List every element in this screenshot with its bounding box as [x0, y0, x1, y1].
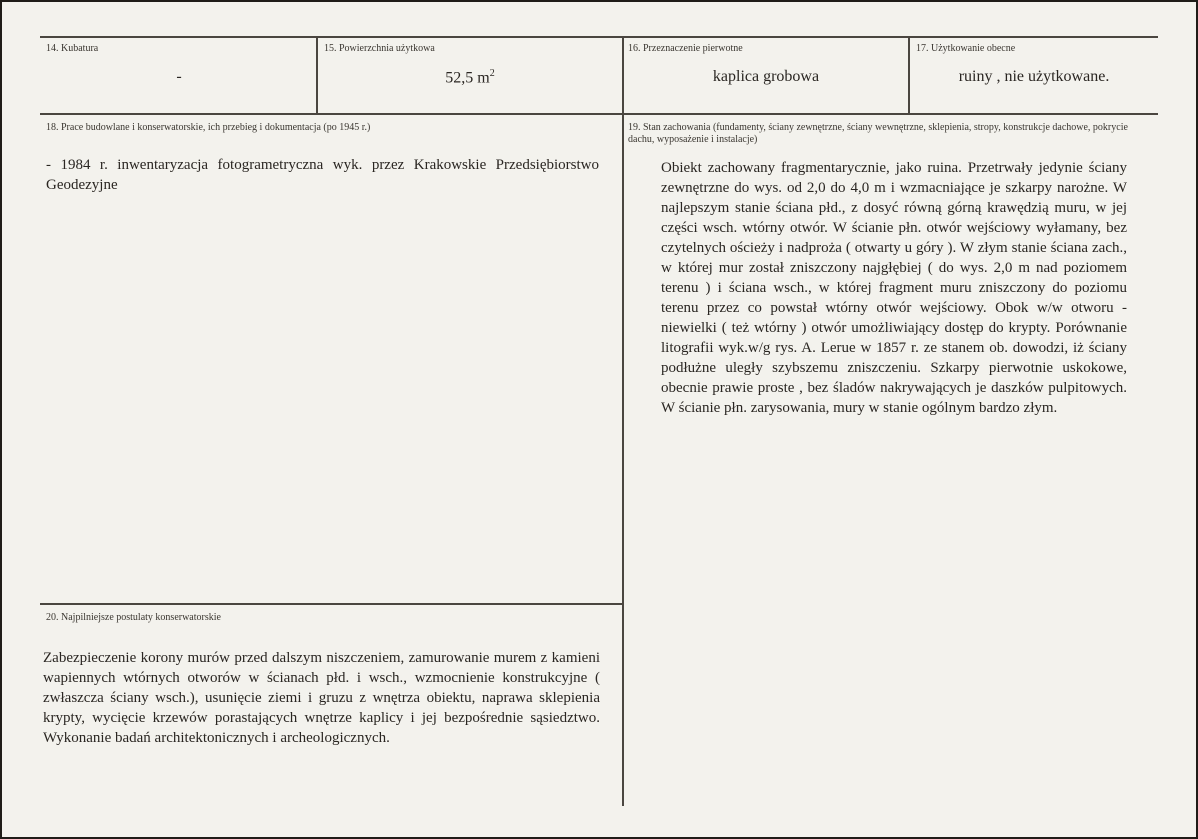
field-20-label: 20. Najpilniejsze postulaty konserwatorskie — [46, 612, 221, 623]
left-split-rule — [40, 603, 624, 605]
area-unit-superscript: 2 — [489, 68, 495, 79]
field-17-label: 17. Użytkowanie obecne — [916, 43, 1016, 54]
field-14-label: 14. Kubatura — [46, 43, 99, 54]
field-15-label: 15. Powierzchnia użytkowa — [324, 43, 435, 54]
field-18-text: - 1984 r. inwentaryzacja fotogrametryczna wyk. przez Krakowskie Przedsiębiorstwo Geodezyjne — [46, 157, 599, 193]
field-19-label: 19. Stan zachowania (fundamenty, ściany zewnętrzne, ściany wewnętrzne, sklepienia, stropy, konstrukcje dachowe, pokrycie dachu, wyposażenie i instalacje) — [628, 122, 1128, 145]
field-14-value: - — [176, 68, 182, 85]
field-16-label: 16. Przeznaczenie pierwotne — [628, 43, 743, 54]
center-divider — [622, 36, 624, 806]
field-17-value: ruiny , nie użytkowane. — [958, 68, 1110, 85]
row1-bottom-rule — [40, 113, 1158, 115]
top-rule — [40, 36, 1158, 38]
field-20-text: Zabezpieczenie korony murów przed dalszym niszczeniem, zamurowanie murem z kamieni wapiennych wtórnych otworów w ścianach płd. i wsch., wzmocnienie konstrukcyjne ( zwłaszcza ściany wsch.), usunięcie ziemi i gruzu z wnętrza obiektu, naprawa sklepienia krypty, wycięcie krzewów porastających wnętrze kaplicy i jej bezpośrednie sąsiedztwo. Wykonanie badań architektonicznych i archeologicznych. — [43, 650, 600, 746]
area-value: 52,5 m — [445, 69, 490, 87]
field-18-label: 18. Prace budowlane i konserwatorskie, ich przebieg i dokumentacja (po 1945 r.) — [46, 122, 371, 133]
field-19-text: Obiekt zachowany fragmentarycznie, jako ruina. Przetrwały jedynie ściany zewnętrzne do wys. od 2,0 do 4,0 m i wzmacniające je szkarpy narożne. W najlepszym stanie ściana płd., z dosyć równą górną krawędzią muru, w jej części wsch. wtórny otwór. W ścianie płn. otwór wejściowy wyłamany, bez czytelnych ościeży i nadproża ( otwarty u góry ). W złym stanie ściana zach., w której mur został zniszczony najgłębiej ( do wys. 2,0 m nad poziomem terenu ) i ściana wsch., w której fragment muru zniszczony do poziomu terenu przez co powstał wtórny otwór wejściowy. Obok w/w otworu - niewielki ( też wtórny ) otwór umożliwiający dostęp do krypty. Porównanie litografii wyk.w/g rys. A. Lerue w 1857 r. ze stanem ob. dowodzi, iż ściany podłużne uległy szybszemu zniszczeniu. Szkarpy pierwotnie uskokowe, obecnie prawie proste , bez śladów nakrywających je daszków pulpitowych. W ścianie płn. zarysowania, mury w stanie ogólnym bardzo złym. — [661, 160, 1127, 416]
field-16-value: kaplica grobowa — [712, 68, 820, 85]
field-15-value — [318, 68, 622, 87]
